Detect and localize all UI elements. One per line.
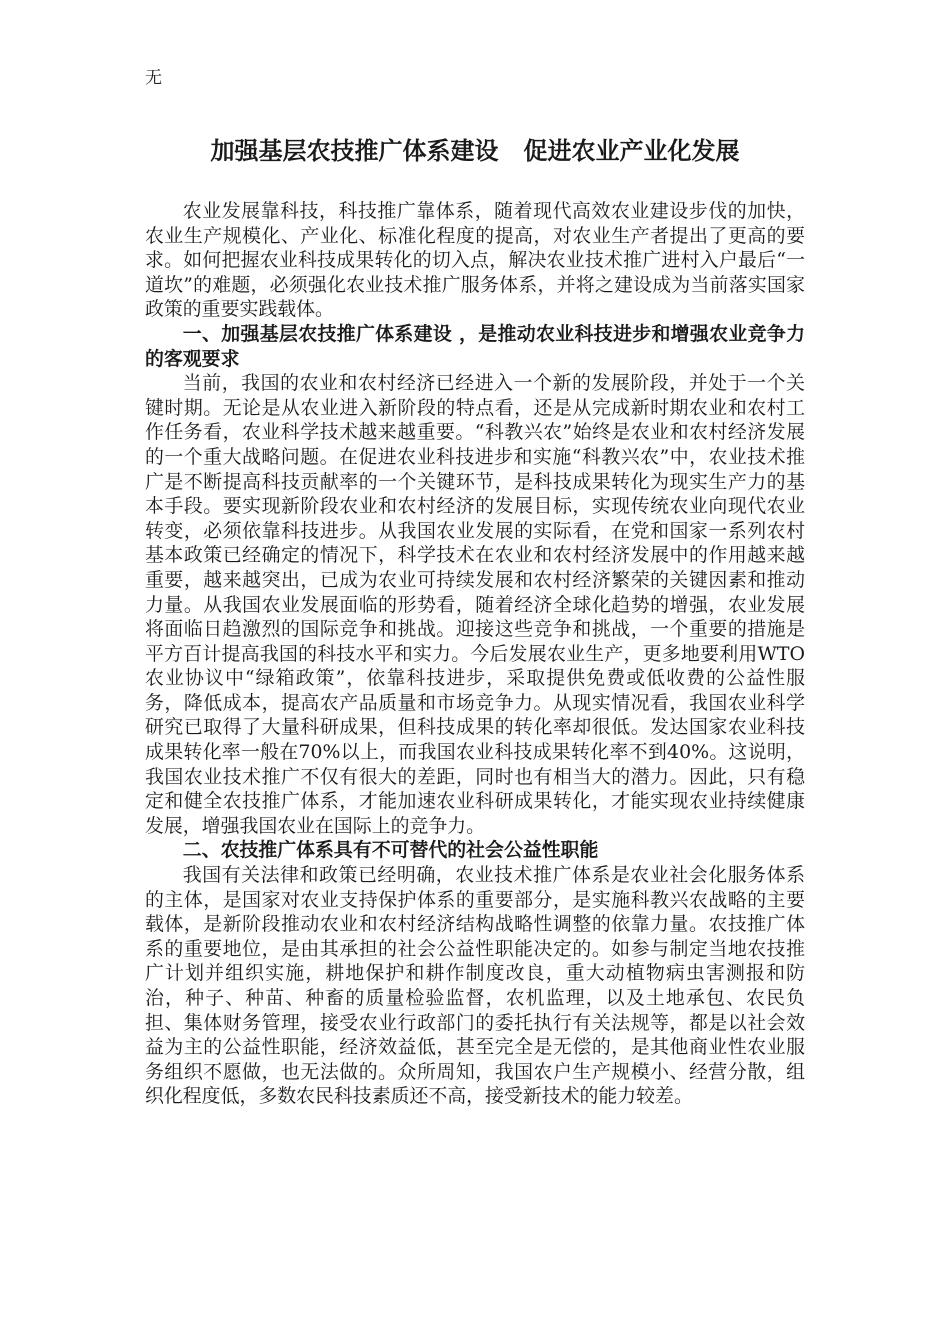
section-heading-2: 二、农技推广体系具有不可替代的社会公益性职能 bbox=[182, 839, 599, 862]
document-title: 加强基层农技推广体系建设 促进农业产业化发展 bbox=[210, 136, 740, 165]
document-body bbox=[145, 199, 805, 1109]
section-2-paragraph: 我国有关法律和政策已经明确，农业技术推广体系是农业社会化服务体系的主体，是国家对农业支持保护体系的重要部分，是实施科教兴农战略的主要载体，是新阶段推动农业和农村经济结构战略性调整的依靠力量。农技推广体系的重要地位，是由其承担的社会公益性职能决定的。如参与制定当地农技推广计划并组织实施，耕地保护和耕作制度改良，重大动植物病虫害测报和防治，种子、种苗、种畜的质量检验监督，农机监理，以及土地承包、农民负担、集体财务管理，接受农业行政部门的委托执行有关法规等，都是以社会效益为主的公益性职能，经济效益低，甚至完全是无偿的，是其他商业性农业服务组织不愿做，也无法做的。众所周知，我国农户生产规模小、经营分散，组织化程度低，多数农民科技素质还不高，接受新技术的能力较差。 bbox=[145, 864, 805, 1108]
section-heading-1: 一、加强基层农技推广体系建设 ，是推动农业科技进步和增强农业竞争力的客观要求 bbox=[145, 322, 805, 370]
header-mark: 无 bbox=[145, 68, 162, 88]
intro-paragraph: 农业发展靠科技，科技推广靠体系，随着现代高效农业建设步伐的加快，农业生产规模化、产业化、标准化程度的提高，对农业生产者提出了更高的要求。如何把握农业科技成果转化的切入点，解决农业技术推广进村入户最后“一道坎”的难题，必须强化农业技术推广服务体系，并将之建设成为当前落实国家政策的重要实践载体。 bbox=[145, 200, 805, 321]
section-1-paragraph: 当前，我国的农业和农村经济已经进入一个新的发展阶段，并处于一个关键时期。无论是从农业进入新阶段的特点看，还是从完成新时期农业和农村工作任务看，农业科学技术越来越重要。“科教兴农”始终是农业和农村经济发展的一个重大战略问题。在促进农业科技进步和实施“科教兴农”中，农业技术推广是不断提高科技贡献率的一个关键环节，是科技成果转化为现实生产力的基本手段。要实现新阶段农业和农村经济的发展目标，实现传统农业向现代农业转变，必须依靠科技进步。从我国农业发展的实际看，在党和国家一系列农村基本政策已经确定的情况下，科学技术在农业和农村经济发展中的作用越来越重要，越来越突出，已成为农业可持续发展和农村经济繁荣的关键因素和推动力量。从我国农业发展面临的形势看，随着经济全球化趋势的增强，农业发展将面临日趋激烈的国际竞争和挑战。迎接这些竞争和挑战，一个重要的措施是平方百计提高我国的科技水平和实力。今后发展农业生产，更多地要利用WTO农业协议中“绿箱政策”，依靠科技进步，采取提供免费或低收费的公益性服务，降低成本，提高农产品质量和市场竞争力。从现实情况看，我国农业科学研究已取得了大量科研成果，但科技成果的转化率却很低。发达国家农业科技成果转化率一般在70%以上，而我国农业科技成果转化率不到40%。这说明，我国农业技术推广不仅有很大的差距，同时也有相当大的潜力。因此，只有稳定和健全农技推广体系，才能加速农业科研成果转化，才能实现农业持续健康发展，增强我国农业在国际上的竞争力。 bbox=[145, 372, 805, 837]
